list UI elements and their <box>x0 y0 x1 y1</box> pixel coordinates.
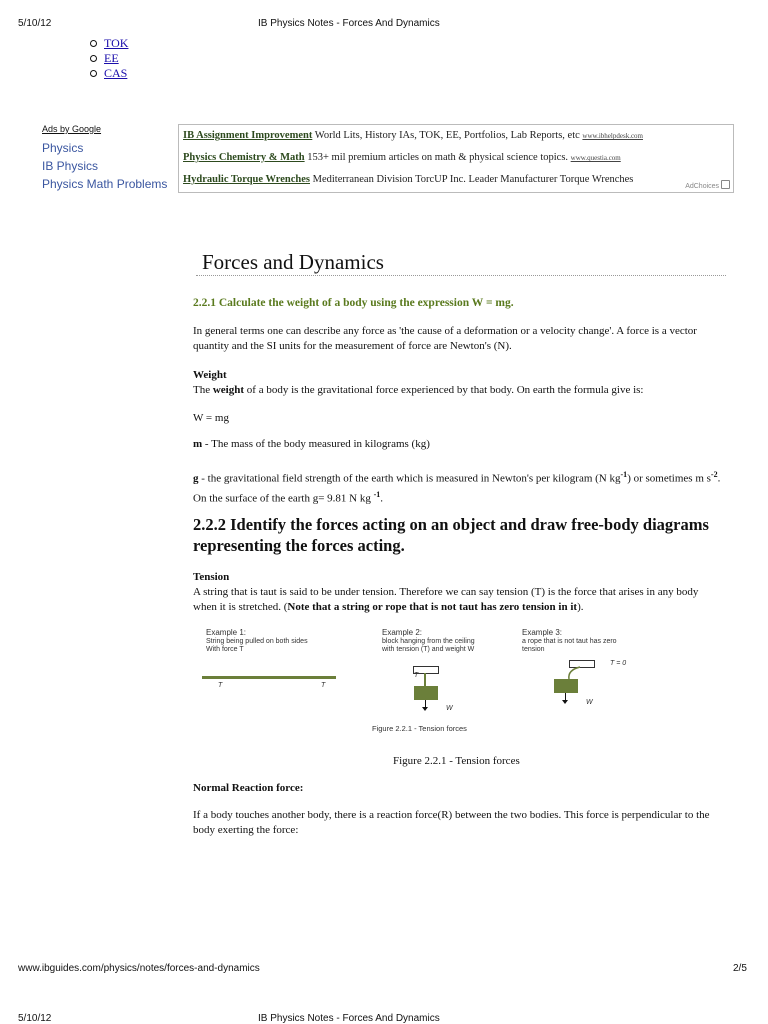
nav-item-tok <box>90 36 128 51</box>
next-print-date: 5/10/12 <box>18 1013 52 1024</box>
subheading-2-2-2: 2.2.2 Identify the forces acting on an object and draw free-body diagrams representing the forces acting. <box>193 515 709 555</box>
subheading-2-2-1: 2.2.1 Calculate the weight of a body using the expression W = mg. <box>193 297 514 309</box>
next-print-title: IB Physics Notes - Forces And Dynamics <box>258 1013 440 1024</box>
mass-symbol: m <box>193 438 203 450</box>
zero-tension-label: T = 0 <box>610 660 627 667</box>
figure-caption: Figure 2.2.1 - Tension forces <box>393 755 520 767</box>
exponent: -1 <box>373 489 381 499</box>
ad-row[interactable] <box>183 147 729 169</box>
intro-paragraph: In general terms one can describe any force as 'the cause of a deformation or a velocity change'. A force is a vector quantity and the SI units for the measurement of force are Newton's (N). <box>193 325 697 352</box>
title-divider <box>196 275 726 276</box>
taut-string <box>202 676 336 679</box>
nav-link-tok[interactable]: TOK <box>104 36 129 50</box>
arrow-down-icon <box>562 700 568 704</box>
tension-label: T <box>414 672 419 679</box>
formula: W = mg <box>193 412 229 424</box>
ads-by-google-link[interactable]: Ads by Google <box>42 124 102 134</box>
exponent: -2 <box>710 470 718 479</box>
ad-row[interactable] <box>183 169 675 191</box>
weight-text: of a body is the gravitational force experienced by that body. On earth the formula give is: <box>244 384 644 396</box>
nav-link-ee[interactable]: EE <box>104 51 119 65</box>
print-title: IB Physics Notes - Forces And Dynamics <box>258 18 440 29</box>
print-date: 5/10/12 <box>18 18 52 29</box>
circle-bullet-icon <box>90 55 97 62</box>
figure-inner-caption: Figure 2.2.1 - Tension forces <box>372 724 467 733</box>
ad-text: World Lits, History IAs, TOK, EE, Portfolios, Lab Reports, etc <box>312 130 583 141</box>
weight-paragraph <box>193 383 721 398</box>
side-ad-link-physics[interactable]: Physics <box>42 141 84 155</box>
ad-text: Mediterranean Division TorcUP Inc. Leader Manufacturer Torque Wrenches <box>310 174 634 185</box>
tension-note: Note that a string or rope that is not taut has zero tension in it <box>287 601 578 613</box>
ad-title[interactable]: Physics Chemistry & Math <box>183 152 305 163</box>
nav-item-cas <box>90 66 128 81</box>
mass-text: - The mass of the body measured in kilograms (kg) <box>202 438 430 450</box>
weight-heading: Weight <box>193 369 227 381</box>
tension-text: ). <box>577 601 584 613</box>
example-1-desc: With force T <box>206 646 244 653</box>
arrow-down-icon <box>422 707 428 711</box>
circle-bullet-icon <box>90 40 97 47</box>
tension-label: T <box>321 682 326 689</box>
example-2-desc: block hanging from the ceiling <box>382 638 475 645</box>
tension-heading: Tension <box>193 571 230 583</box>
tension-figure <box>200 625 640 737</box>
weight-bold-term: weight <box>212 384 245 396</box>
nav-item-ee <box>90 51 128 66</box>
footer-page-number: 2/5 <box>733 963 747 974</box>
nav-list <box>90 36 128 81</box>
gravity-symbol: g <box>193 472 199 485</box>
example-1-title: Example 1: <box>206 628 247 637</box>
tension-text: A string that is taut is said to be under tension. Therefore we can say tension (T) is the force that arises in any body when it is stretched. ( <box>193 586 699 613</box>
weight-text: The <box>193 384 213 396</box>
tension-label: T <box>218 682 223 689</box>
adchoices-badge[interactable] <box>685 180 730 190</box>
tension-paragraph <box>193 585 723 615</box>
ad-box <box>178 124 734 193</box>
example-3-title: Example 3: <box>522 628 563 637</box>
ad-url[interactable]: www.questia.com <box>570 154 621 162</box>
ad-url[interactable]: www.ibhelpdesk.com <box>582 132 643 140</box>
ad-title[interactable]: IB Assignment Improvement <box>183 130 313 141</box>
adchoices-icon <box>721 180 730 189</box>
normal-reaction-heading: Normal Reaction force: <box>193 782 304 794</box>
exponent: -1 <box>620 470 628 479</box>
gravity-text: - the gravitational field strength of the earth which is measured in Newton's per kilogram (N kg <box>198 472 621 485</box>
hanging-block <box>414 686 438 700</box>
normal-reaction-paragraph: If a body touches another body, there is a reaction force(R) between the two bodies. This force is perpendicular to the body exerting the force: <box>193 809 710 836</box>
slack-block <box>554 679 578 693</box>
gravity-definition <box>193 467 733 506</box>
circle-bullet-icon <box>90 70 97 77</box>
weight-label: W <box>446 705 453 712</box>
ad-row[interactable] <box>183 125 729 147</box>
mass-definition <box>193 437 430 452</box>
example-2-desc: with tension (T) and weight W <box>382 646 475 653</box>
gravity-text: . <box>380 492 384 505</box>
ad-title[interactable]: Hydraulic Torque Wrenches <box>183 174 310 185</box>
ad-text: 153+ mil premium articles on math & physical science topics. <box>304 152 571 163</box>
page-title: Forces and Dynamics <box>202 250 384 274</box>
hanging-string <box>424 673 426 686</box>
adchoices-label: AdChoices <box>685 183 720 190</box>
side-ad-link-ib-physics[interactable]: IB Physics <box>42 159 99 173</box>
example-3-desc: a rope that is not taut has zero tension <box>522 638 617 653</box>
side-ads <box>42 139 167 193</box>
footer-url: www.ibguides.com/physics/notes/forces-and-dynamics <box>18 963 260 974</box>
gravity-text: ) or sometimes m s <box>627 472 711 485</box>
nav-link-cas[interactable]: CAS <box>104 66 128 80</box>
example-2-title: Example 2: <box>382 628 423 637</box>
gravity-text: . On the surface of the earth g= 9.81 N kg <box>193 472 721 505</box>
weight-label: W <box>586 699 593 706</box>
side-ad-link-physics-math-problems[interactable]: Physics Math Problems <box>42 177 168 191</box>
example-1-desc: String being pulled on both sides <box>206 638 308 645</box>
